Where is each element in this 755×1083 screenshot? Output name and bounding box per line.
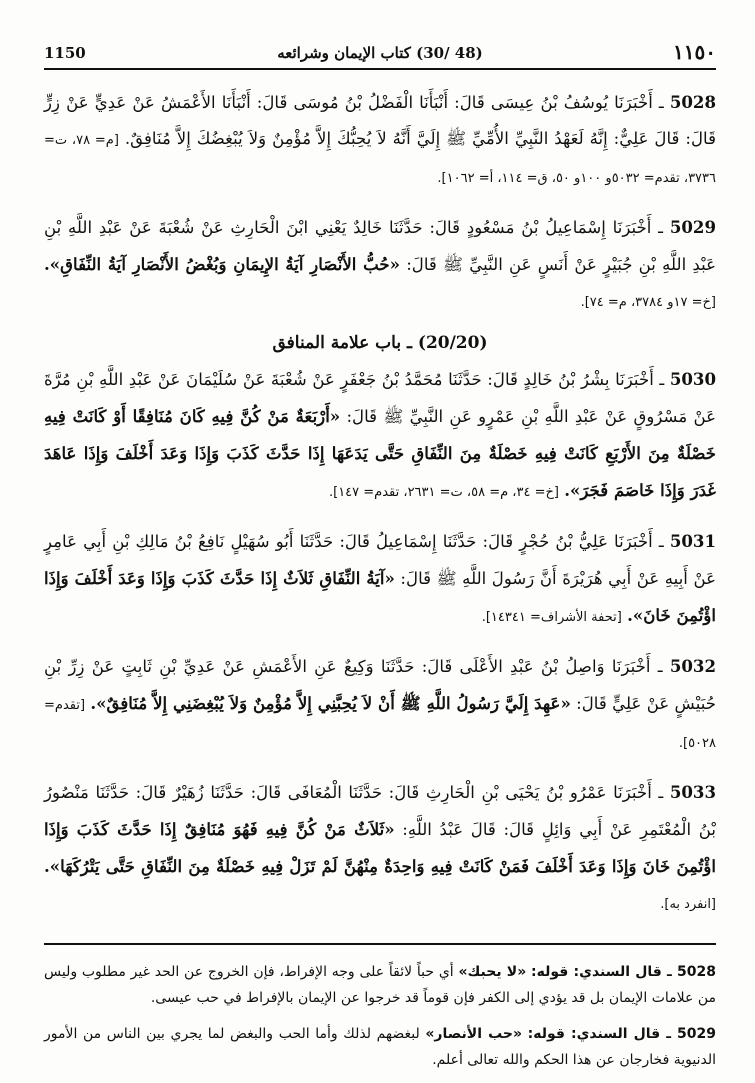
footnote-text: أي حباً لائقاً على وجه الإفراط، فإن الخروج عن الحد غير مطلوب وليس من علامات الإيمان بل قد يؤدي إلى الكفر فإن قوماً قد خرجوا عن الإيمان بالإفراط في حب عيسى.	[44, 964, 716, 1006]
page-number-arabic: ١١٥٠	[673, 40, 716, 64]
footnote-5029	[44, 1021, 716, 1073]
hadith-reference: [تحفة الأشراف= ١٤٣٤١].	[481, 610, 622, 625]
hadith-matn: «أَرْبَعَةٌ مَنْ كُنَّ فِيهِ كَانَ مُنَافِقًا أَوْ كَانَتْ فِيهِ خَصْلَةٌ مِنَ الأَرْبَعِ كَانَتْ فِيهِ خَصْلَةٌ مِنَ النِّفَاقِ حَتَّى يَدَعَهَا إِذَا حَدَّثَ كَذَبَ وَإِذَا وَعَدَ أَخْلَفَ وَإِذَا عَاهَدَ غَدَرَ وَإِذَا خَاصَمَ فَجَرَ».	[44, 406, 716, 500]
hadith-reference: [م= ٧٨، ت= ٣٧٣٦، تقدم= ٥٠٣٢و ١٠٠و ٥٠، ق= ١١٤، أ= ١٠٦٢].	[44, 133, 716, 186]
hadith-number: 5028	[669, 92, 717, 112]
hadith-text: ـ أَخْبَرَنَا عَلِيُّ بْنُ حُجْرٍ قَالَ: حَدَّثَنَا إِسْمَاعِيلُ قَالَ: حَدَّثَنَا أَبُو سُهَيْلٍ نَافِعُ بْنُ مَالِكِ بْنِ أَبِي عَامِرٍ عَنْ أَبِيهِ عَنْ أَبِي هُرَيْرَةَ أَنَّ رَسُولَ اللَّهِ ﷺ قَالَ:	[44, 532, 716, 588]
footnote-lead: 5029 ـ قال السندي: قوله:	[527, 1026, 716, 1042]
hadith-5032	[44, 648, 716, 762]
hadith-matn: «آيَةُ النِّفَاقِ ثَلاَثٌ إِذَا حَدَّثَ كَذَبَ وَإِذَا وَعَدَ أَخْلَفَ وَإِذَا اؤْتُمِنَ خَانَ».	[44, 568, 716, 625]
hadith-number: 5033	[669, 782, 716, 802]
footnote-quote: «حب الأنصار»	[425, 1026, 523, 1042]
hadith-number: 5031	[669, 531, 716, 551]
main-text	[44, 84, 716, 923]
hadith-text: ـ أَخْبَرَنَا بِشْرُ بْنُ خَالِدٍ قَالَ: حَدَّثَنَا مُحَمَّدُ بْنُ جَعْفَرٍ عَنْ شُعْبَةَ عَنْ سُلَيْمَانَ عَنْ عَبْدِ اللَّهِ بْنِ مُرَّةَ عَنْ مَسْرُوقٍ عَنْ عَبْدِ اللَّهِ بْنِ عَمْرٍو عَنِ النَّبِيِّ ﷺ قَالَ:	[44, 370, 716, 426]
hadith-reference: [انفرد به].	[660, 897, 716, 912]
hadith-number: 5029	[669, 217, 716, 237]
footnotes	[44, 959, 716, 1073]
footnote-text: لبغضهم لذلك وأما الحب والبغض لما يجري بين الناس من الأمور الدنيوية فخارجان عن هذا الحكم والله تعالى أعلم.	[44, 1026, 716, 1068]
footnote-lead: 5028 ـ قال السندي: قوله:	[531, 964, 716, 980]
page	[44, 40, 716, 1083]
footnote-divider	[44, 943, 716, 945]
hadith-number: 5030	[669, 369, 717, 389]
hadith-matn: «ثَلاَثٌ مَنْ كُنَّ فِيهِ فَهُوَ مُنَافِقٌ إِذَا حَدَّثَ كَذَبَ وَإِذَا اؤْتُمِنَ خَانَ وَإِذَا وَعَدَ أَخْلَفَ فَمَنْ كَانَتْ فِيهِ وَاحِدَةٌ مِنْهُنَّ لَمْ تَزَلْ فِيهِ خَصْلَةٌ مِنَ النِّفَاقِ حَتَّى يَتْرُكَهَا».	[44, 819, 716, 876]
book-title: (48 /30) كتاب الإيمان وشرائعه	[277, 44, 483, 62]
hadith-text: ـ أَخْبَرَنَا إِسْمَاعِيلُ بْنُ مَسْعُودٍ قَالَ: حَدَّثَنَا خَالِدٌ يَعْنِي ابْنَ الْحَارِثِ عَنْ شُعْبَةَ عَنْ عَبْدِ اللَّهِ بْنِ عَبْدِ اللَّهِ بْنِ جُبَيْرٍ عَنْ أَنَسٍ عَنِ النَّبِيِّ ﷺ قَالَ:	[44, 218, 716, 274]
page-number-latin: 1150	[44, 44, 86, 62]
hadith-matn: «حُبُّ الأَنْصَارِ آيَةُ الإِيمَانِ وَبُغْضُ الأَنْصَارِ آيَةُ النِّفَاقِ».	[44, 254, 401, 274]
hadith-matn: «عَهِدَ إِلَيَّ رَسُولُ اللَّهِ ﷺ أَنْ لاَ يُحِبَّنِي إِلاَّ مُؤْمِنٌ وَلاَ يُبْغِضَنِي إِلاَّ مُنَافِقٌ».	[90, 693, 571, 713]
hadith-5031	[44, 523, 716, 636]
page-header	[44, 40, 716, 70]
hadith-reference: [خ= ٣٤، م= ٥٨، ت= ٢٦٣١، تقدم= ١٤٧].	[328, 485, 559, 500]
hadith-text: ـ أَخْبَرَنَا وَاصِلُ بْنُ عَبْدِ الأَعْلَى قَالَ: حَدَّثَنَا وَكِيعٌ عَنِ الأَعْمَشِ عَنْ عَدِيِّ بْنِ ثَابِتٍ عَنْ زِرِّ بْنِ حُبَيْشٍ عَنْ عَلِيٍّ قَالَ:	[44, 657, 716, 713]
hadith-text: ـ أَخْبَرَنَا عَمْرُو بْنُ يَحْيَى بْنِ الْحَارِثِ قَالَ: حَدَّثَنَا الْمُعَافَى قَالَ: حَدَّثَنَا زُهَيْرٌ قَالَ: حَدَّثَنَا مَنْصُورُ بْنُ الْمُعْتَمِرِ عَنْ أَبِي وَائِلٍ قَالَ: قَالَ عَبْدُ اللَّهِ:	[44, 783, 716, 839]
hadith-number: 5032	[669, 656, 716, 676]
hadith-5030	[44, 361, 716, 511]
footnote-5028	[44, 959, 716, 1011]
hadith-text: ـ أَخْبَرَنَا يُوسُفُ بْنُ عِيسَى قَالَ: أَنْبَأَنَا الْفَضْلُ بْنُ مُوسَى قَالَ: أَنْبَأَنَا الأَعْمَشُ عَنْ عَدِيٍّ عَنْ زِرٍّ قَالَ: قَالَ عَلِيٌّ: إِنَّهُ لَعَهْدُ النَّبِيِّ الأُمِّيِّ ﷺ إِلَيَّ أَنَّهُ لاَ يُحِبُّكَ إِلاَّ مُؤْمِنٌ وَلاَ يُبْغِضُكَ إِلاَّ مُنَافِقٌ.	[44, 93, 717, 148]
hadith-reference: [تقدم= ٥٠٢٨].	[44, 698, 716, 751]
hadith-reference: [خ= ١٧و ٣٧٨٤، م= ٧٤].	[580, 295, 716, 310]
footnote-quote: «لا يحبك»	[458, 964, 527, 980]
hadith-5033	[44, 774, 716, 923]
hadith-5029	[44, 209, 716, 321]
chapter-heading: (20/20) ـ باب علامة المنافق	[272, 333, 488, 353]
hadith-5028	[44, 84, 716, 197]
